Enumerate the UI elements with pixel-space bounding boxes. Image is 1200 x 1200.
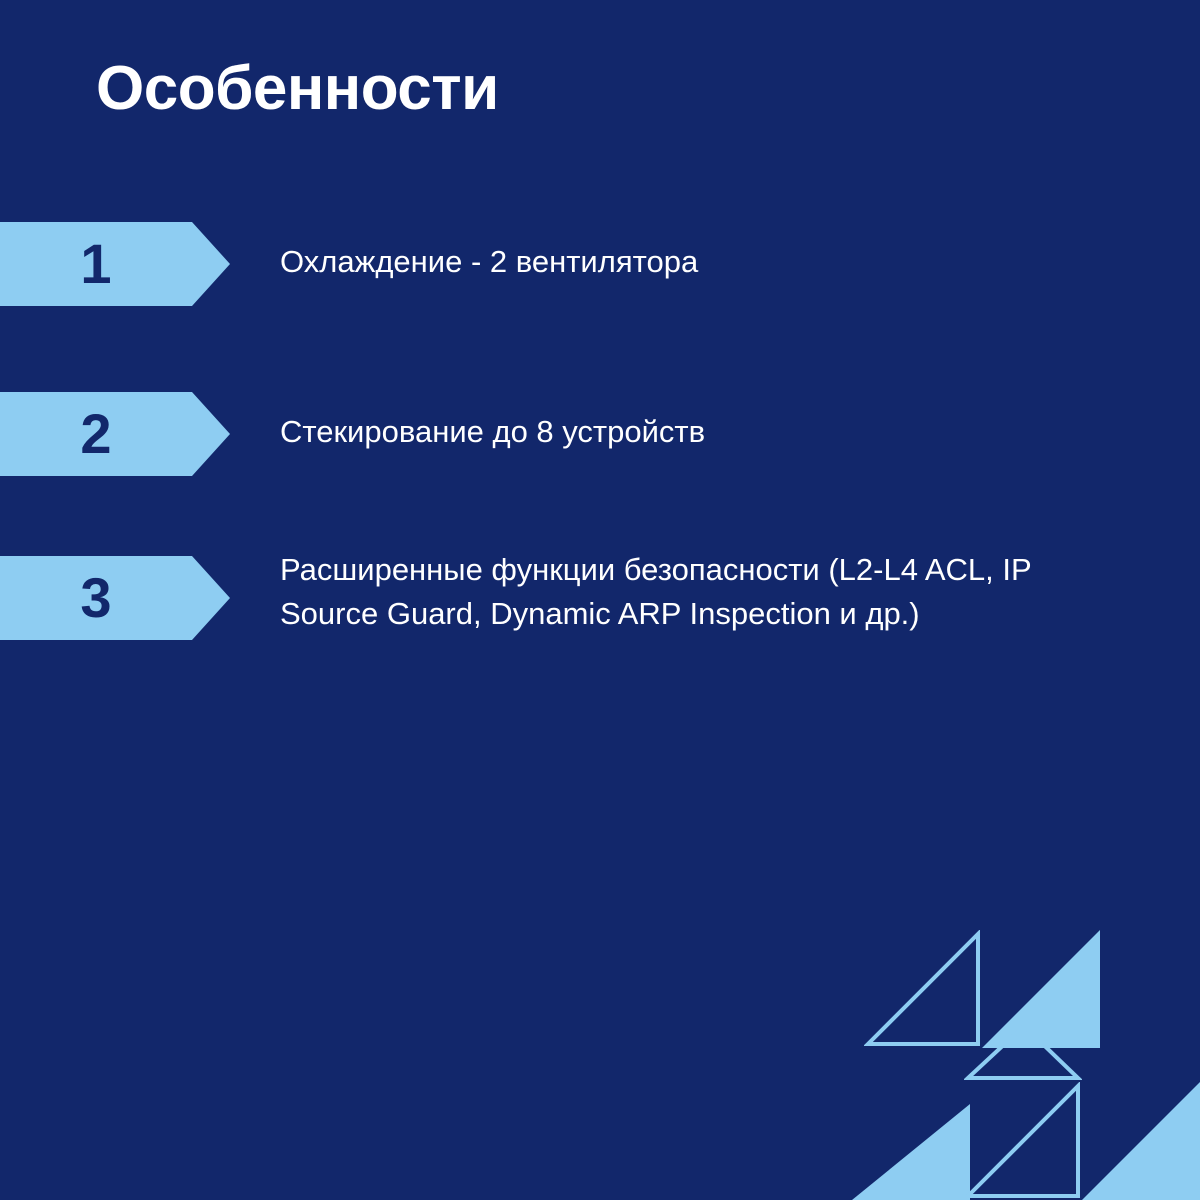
triangle-filled-icon bbox=[852, 1104, 970, 1200]
number-badge-2 bbox=[0, 392, 230, 476]
decorative-triangles bbox=[820, 920, 1200, 1200]
triangle-outline-icon bbox=[964, 1082, 1082, 1200]
list-item bbox=[0, 392, 1200, 476]
badge-number: 3 bbox=[80, 566, 112, 629]
badge-number: 1 bbox=[80, 232, 112, 295]
list-item bbox=[0, 222, 1200, 306]
page-title: Особенности bbox=[96, 54, 499, 123]
triangle-filled-icon bbox=[1082, 1082, 1200, 1200]
number-badge-3 bbox=[0, 556, 230, 640]
list-item-text: Стекирование до 8 устройств bbox=[280, 414, 706, 449]
feature-list bbox=[0, 222, 1200, 640]
list-item-text: Охлаждение - 2 вентилятора bbox=[280, 244, 699, 279]
list-item bbox=[0, 552, 1200, 640]
list-item-text: Расширенные функции безопасности (L2-L4 ACL, IP Source Guard, Dynamic ARP Inspection и др.) bbox=[280, 552, 1032, 632]
badge-number: 2 bbox=[80, 402, 112, 465]
number-badge-1 bbox=[0, 222, 230, 306]
triangle-outline-icon bbox=[964, 1022, 1082, 1082]
